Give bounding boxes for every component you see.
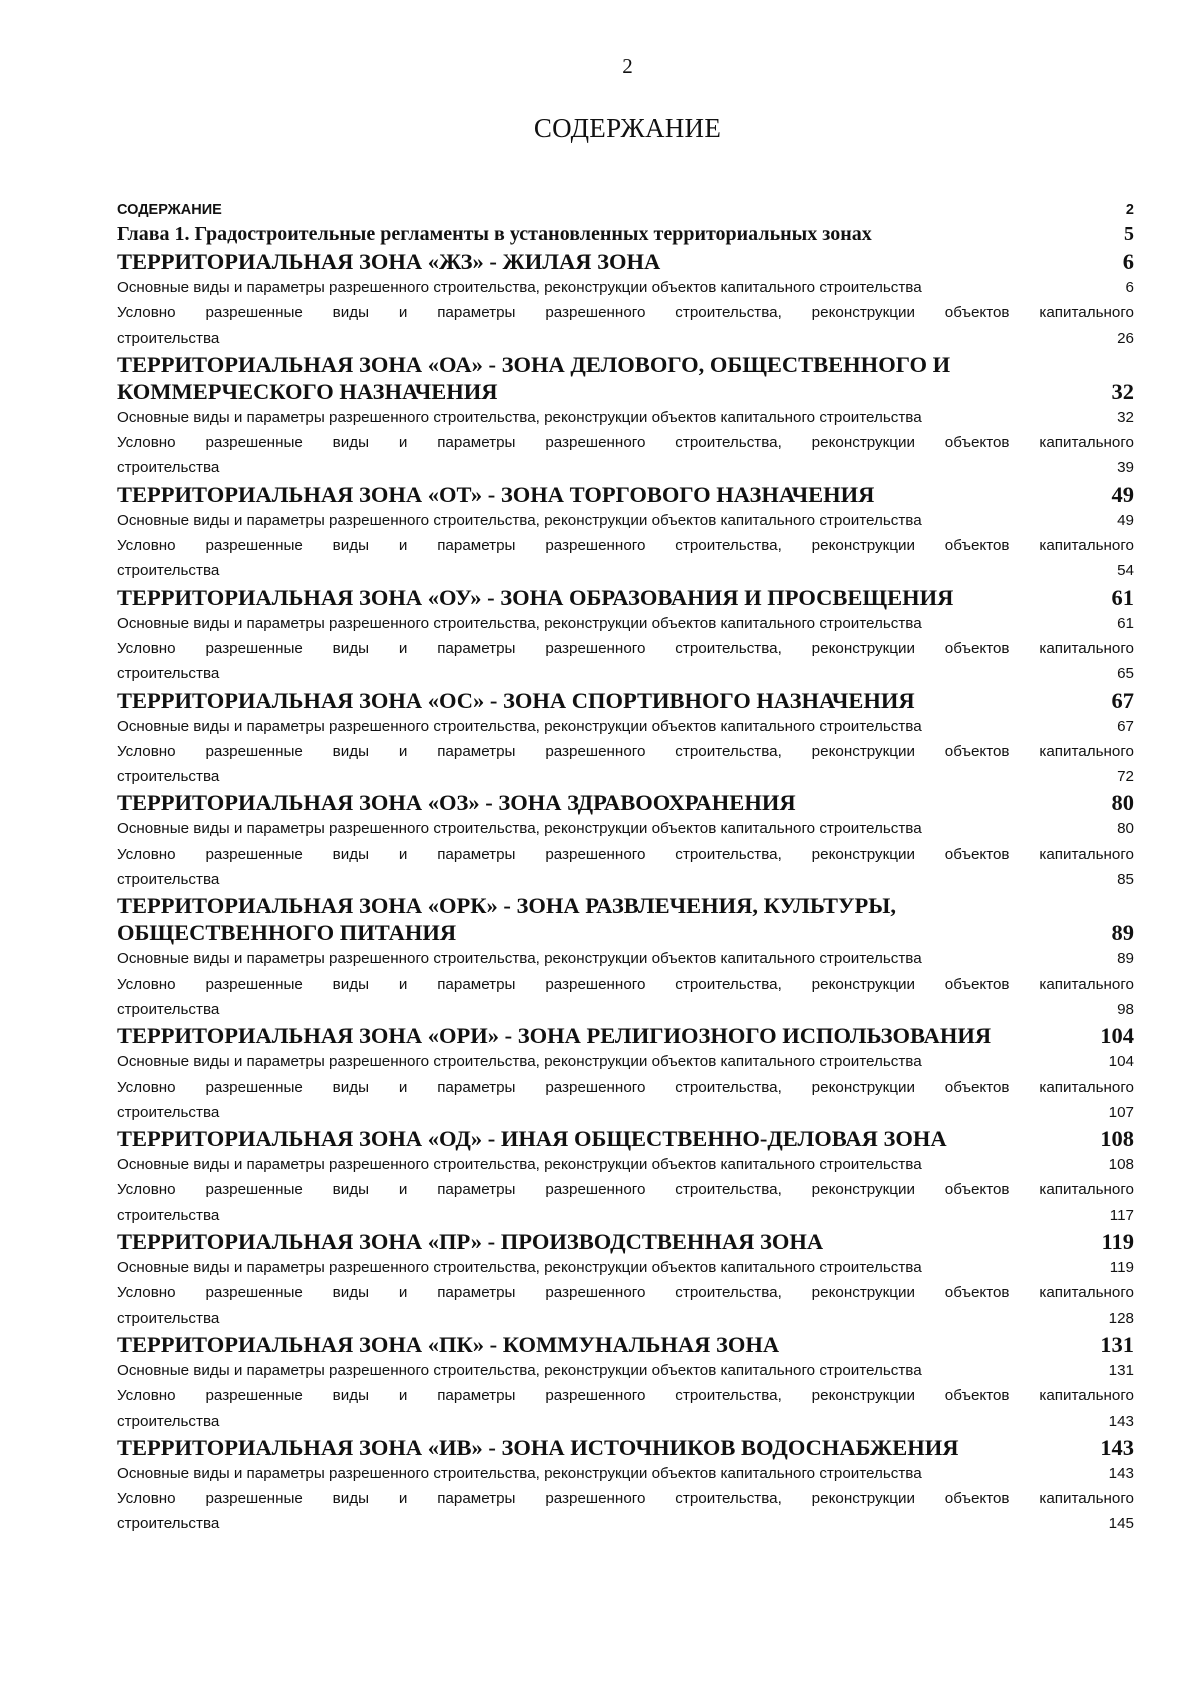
toc-zone-entry[interactable] (117, 1434, 1134, 1461)
toc-zone-title-line (117, 1434, 1134, 1461)
toc-zone-entry[interactable] (117, 1228, 1134, 1255)
toc-zone-page: 108 (1100, 1126, 1134, 1152)
toc-subentry-title: Основные виды и параметры разрешенного строительства, реконструкции объектов капитального строительства (117, 1259, 922, 1277)
toc-subentry-line (117, 997, 1134, 1022)
toc-subentry-page: 54 (1117, 562, 1134, 580)
toc-zone-title: ТЕРРИТОРИАЛЬНАЯ ЗОНА «ОРК» - ЗОНА РАЗВЛЕЧЕНИЯ, КУЛЬТУРЫ, (117, 893, 896, 919)
toc-zone-section (117, 481, 1134, 584)
toc-subentry-title-cont: строительства (117, 1309, 220, 1327)
toc-subentry-page: 98 (1117, 1000, 1134, 1018)
toc-subentry-title: Условно разрешенные виды и параметры разрешенного строительства, реконструкции объектов капитального (117, 434, 1134, 452)
toc-zone-title-line (117, 789, 1134, 816)
toc-subentry-title: Условно разрешенные виды и параметры разрешенного строительства, реконструкции объектов капитального (117, 537, 1134, 555)
toc-subentry-line (117, 326, 1134, 351)
toc-subentry-main-uses[interactable] (117, 816, 1134, 841)
toc-zone-entry[interactable] (117, 892, 1134, 946)
toc-zone-section (117, 1434, 1134, 1537)
toc-subentry-title-cont: строительства (117, 459, 220, 477)
toc-subentry-line (117, 867, 1134, 892)
toc-subentry-conditional-uses[interactable] (117, 842, 1134, 893)
toc-subentry-main-uses[interactable] (117, 1049, 1134, 1074)
toc-subentry-title: Основные виды и параметры разрешенного строительства, реконструкции объектов капитального строительства (117, 614, 922, 632)
toc-zone-section (117, 687, 1134, 790)
toc-subentry-line (117, 661, 1134, 686)
toc-subentry-title-cont: строительства (117, 665, 220, 683)
toc-subentry-page: 26 (1117, 329, 1134, 347)
toc-zone-title-line (117, 1022, 1134, 1049)
scan-artifact (1180, 1676, 1194, 1690)
toc-zone-section (117, 1228, 1134, 1331)
toc-subentry-title: Условно разрешенные виды и параметры разрешенного строительства, реконструкции объектов капитального (117, 975, 1134, 993)
toc-subentry-title: Условно разрешенные виды и параметры разрешенного строительства, реконструкции объектов капитального (117, 1284, 1134, 1302)
table-of-contents (117, 199, 1134, 1537)
toc-zone-entry[interactable] (117, 687, 1134, 714)
toc-zone-section (117, 1331, 1134, 1434)
toc-zone-list (117, 248, 1134, 1537)
toc-zone-title-line (117, 1125, 1134, 1152)
toc-subentry-page: 80 (1117, 820, 1134, 838)
toc-subentry-page: 145 (1108, 1515, 1134, 1533)
toc-subentry-conditional-uses[interactable] (117, 430, 1134, 481)
toc-zone-title: ТЕРРИТОРИАЛЬНАЯ ЗОНА «ЖЗ» - ЖИЛАЯ ЗОНА (117, 249, 661, 274)
toc-subentry-title: Условно разрешенные виды и параметры разрешенного строительства, реконструкции объектов капитального (117, 639, 1134, 657)
toc-subentry-main-uses[interactable] (117, 946, 1134, 971)
toc-subentry-title: Основные виды и параметры разрешенного строительства, реконструкции объектов капитального строительства (117, 950, 922, 968)
toc-zone-title-line (117, 248, 1134, 275)
toc-subentry-conditional-uses[interactable] (117, 1177, 1134, 1228)
toc-subentry-conditional-uses[interactable] (117, 300, 1134, 351)
toc-zone-page: 6 (1122, 249, 1134, 274)
toc-subentry-title: Основные виды и параметры разрешенного строительства, реконструкции объектов капитального строительства (117, 820, 922, 838)
toc-subentry-title: Условно разрешенные виды и параметры разрешенного строительства, реконструкции объектов капитального (117, 1181, 1134, 1199)
toc-zone-page: 119 (1101, 1229, 1134, 1255)
toc-subentry-title: Основные виды и параметры разрешенного строительства, реконструкции объектов капитального строительства (117, 279, 922, 296)
toc-subentry-title-cont: строительства (117, 329, 220, 347)
toc-subentry-main-uses[interactable] (117, 405, 1134, 430)
toc-subentry-title-cont: строительства (117, 871, 220, 889)
toc-subentry-page: 89 (1117, 950, 1134, 968)
toc-zone-title: ТЕРРИТОРИАЛЬНАЯ ЗОНА «ОРИ» - ЗОНА РЕЛИГИОЗНОГО ИСПОЛЬЗОВАНИЯ (117, 1023, 992, 1049)
toc-subentry-main-uses[interactable] (117, 611, 1134, 636)
toc-subentry-conditional-uses[interactable] (117, 1383, 1134, 1434)
toc-zone-title: ТЕРРИТОРИАЛЬНАЯ ЗОНА «ПР» - ПРОИЗВОДСТВЕННАЯ ЗОНА (117, 1229, 824, 1255)
toc-subentry-conditional-uses[interactable] (117, 636, 1134, 687)
toc-subentry-title-cont: строительства (117, 1515, 220, 1533)
toc-zone-page: 67 (1111, 687, 1134, 713)
toc-zone-section (117, 584, 1134, 687)
toc-zone-title-line (117, 892, 1134, 919)
toc-zone-title-line (117, 378, 1134, 405)
toc-zone-section (117, 789, 1134, 892)
toc-subentry-title-cont: строительства (117, 1103, 220, 1121)
toc-zone-title: ТЕРРИТОРИАЛЬНАЯ ЗОНА «ОД» - ИНАЯ ОБЩЕСТВЕННО-ДЕЛОВАЯ ЗОНА (117, 1126, 947, 1152)
toc-subentry-page: 108 (1108, 1156, 1134, 1174)
toc-zone-title: ТЕРРИТОРИАЛЬНАЯ ЗОНА «ОУ» - ЗОНА ОБРАЗОВАНИЯ И ПРОСВЕЩЕНИЯ (117, 584, 954, 610)
toc-subentry-page: 72 (1117, 768, 1134, 786)
toc-subentry-title: Основные виды и параметры разрешенного строительства, реконструкции объектов капитального строительства (117, 1156, 922, 1174)
toc-chapter-entry[interactable] (117, 221, 1134, 248)
toc-subentry-line (117, 1306, 1134, 1331)
toc-subentry-title-cont: строительства (117, 768, 220, 786)
toc-subentry-line (117, 1409, 1134, 1434)
toc-zone-title: ТЕРРИТОРИАЛЬНАЯ ЗОНА «ОТ» - ЗОНА ТОРГОВОГО НАЗНАЧЕНИЯ (117, 481, 875, 507)
toc-zone-title: ТЕРРИТОРИАЛЬНАЯ ЗОНА «ИВ» - ЗОНА ИСТОЧНИКОВ ВОДОСНАБЖЕНИЯ (117, 1434, 959, 1460)
toc-zone-title: ТЕРРИТОРИАЛЬНАЯ ЗОНА «ПК» - КОММУНАЛЬНАЯ ЗОНА (117, 1331, 780, 1357)
toc-subentry-conditional-uses[interactable] (117, 1486, 1134, 1537)
toc-subentry-page: 39 (1117, 459, 1134, 477)
toc-subentry-main-uses[interactable] (117, 1255, 1134, 1280)
toc-subentry-title-cont: строительства (117, 1412, 220, 1430)
toc-zone-entry[interactable] (117, 789, 1134, 816)
toc-subentry-title: Условно разрешенные виды и параметры разрешенного строительства, реконструкции объектов капитального (117, 1078, 1134, 1096)
page-number: 2 (622, 54, 633, 78)
toc-zone-entry[interactable] (117, 1331, 1134, 1358)
toc-subentry-page: 119 (1109, 1259, 1134, 1277)
toc-subentry-page: 85 (1117, 871, 1134, 889)
toc-zone-page: 80 (1111, 790, 1134, 816)
toc-subentry-page: 143 (1108, 1464, 1134, 1482)
toc-header-entry[interactable] (117, 199, 1134, 221)
toc-subentry-title: Основные виды и параметры разрешенного строительства, реконструкции объектов капитального строительства (117, 1053, 922, 1071)
toc-zone-entry[interactable] (117, 481, 1134, 508)
toc-subentry-main-uses[interactable] (117, 275, 1134, 300)
toc-zone-entry[interactable] (117, 584, 1134, 611)
toc-zone-title-line (117, 584, 1134, 611)
toc-chapter-title: Глава 1. Градостроительные регламенты в установленных территориальных зонах (117, 223, 872, 245)
toc-subentry-page: 32 (1117, 408, 1134, 426)
toc-zone-title-line (117, 1331, 1134, 1358)
toc-subentry-conditional-uses[interactable] (117, 739, 1134, 790)
toc-zone-section (117, 351, 1134, 481)
toc-zone-title-line (117, 919, 1134, 946)
toc-subentry-page: 107 (1108, 1103, 1134, 1121)
toc-subentry-page: 131 (1108, 1361, 1134, 1379)
toc-subentry-page: 67 (1117, 717, 1134, 735)
toc-subentry-title: Условно разрешенные виды и параметры разрешенного строительства, реконструкции объектов капитального (117, 845, 1134, 863)
toc-subentry-title: Условно разрешенные виды и параметры разрешенного строительства, реконструкции объектов капитального (117, 1387, 1134, 1405)
toc-zone-title: ТЕРРИТОРИАЛЬНАЯ ЗОНА «ОС» - ЗОНА СПОРТИВНОГО НАЗНАЧЕНИЯ (117, 687, 915, 713)
toc-subentry-title: Условно разрешенные виды и параметры разрешенного строительства, реконструкции объектов капитального (117, 1490, 1134, 1508)
toc-subentry-main-uses[interactable] (117, 1358, 1134, 1383)
toc-zone-page: 131 (1100, 1331, 1134, 1357)
toc-subentry-line (117, 764, 1134, 789)
toc-subentry-title: Условно разрешенные виды и параметры разрешенного строительства, реконструкции объектов капитального (117, 742, 1134, 760)
toc-subentry-conditional-uses[interactable] (117, 1280, 1134, 1331)
toc-subentry-main-uses[interactable] (117, 1152, 1134, 1177)
page-title: СОДЕРЖАНИЕ (533, 113, 722, 143)
toc-subentry-conditional-uses[interactable] (117, 1075, 1134, 1126)
toc-subentry-title-cont: строительства (117, 1000, 220, 1018)
toc-zone-section (117, 892, 1134, 1022)
toc-subentry-conditional-uses[interactable] (117, 533, 1134, 584)
toc-header-title: СОДЕРЖАНИЕ (117, 202, 222, 218)
toc-subentry-conditional-uses[interactable] (117, 972, 1134, 1023)
toc-subentry-line (117, 1511, 1134, 1536)
toc-subentry-page: 117 (1109, 1206, 1134, 1224)
toc-subentry-main-uses[interactable] (117, 1461, 1134, 1486)
toc-zone-title: ТЕРРИТОРИАЛЬНАЯ ЗОНА «ОЗ» - ЗОНА ЗДРАВООХРАНЕНИЯ (117, 790, 796, 816)
toc-zone-entry[interactable] (117, 1022, 1134, 1049)
toc-subentry-line (117, 1100, 1134, 1125)
toc-zone-entry[interactable] (117, 1125, 1134, 1152)
toc-zone-section (117, 1022, 1134, 1125)
toc-zone-page: 89 (1111, 920, 1134, 946)
toc-zone-page: 49 (1111, 481, 1134, 507)
toc-subentry-main-uses[interactable] (117, 508, 1134, 533)
toc-zone-page: 143 (1100, 1434, 1134, 1460)
toc-subentry-page: 128 (1108, 1309, 1134, 1327)
toc-chapter-page: 5 (1124, 223, 1134, 245)
toc-subentry-title: Основные виды и параметры разрешенного строительства, реконструкции объектов капитального строительства (117, 1464, 922, 1482)
toc-subentry-title-cont: строительства (117, 1206, 220, 1224)
toc-subentry-title: Основные виды и параметры разрешенного строительства, реконструкции объектов капитального строительства (117, 717, 922, 735)
toc-zone-section (117, 1125, 1134, 1228)
toc-subentry-page: 143 (1108, 1412, 1134, 1430)
toc-zone-section (117, 248, 1134, 351)
toc-subentry-page: 104 (1108, 1053, 1134, 1071)
toc-subentry-title: Основные виды и параметры разрешенного строительства, реконструкции объектов капитального строительства (117, 408, 922, 426)
toc-subentry-title: Условно разрешенные виды и параметры разрешенного строительства, реконструкции объектов капитального (117, 304, 1134, 322)
toc-zone-title: ОБЩЕСТВЕННОГО ПИТАНИЯ (117, 920, 457, 946)
toc-zone-entry[interactable] (117, 351, 1134, 405)
toc-subentry-main-uses[interactable] (117, 714, 1134, 739)
toc-subentry-line (117, 558, 1134, 583)
toc-subentry-title: Основные виды и параметры разрешенного строительства, реконструкции объектов капитального строительства (117, 1361, 922, 1379)
toc-zone-page: 32 (1111, 378, 1134, 404)
toc-subentry-page: 61 (1117, 614, 1134, 632)
toc-subentry-page: 6 (1125, 279, 1134, 296)
toc-zone-title: КОММЕРЧЕСКОГО НАЗНАЧЕНИЯ (117, 378, 498, 404)
toc-subentry-title: Основные виды и параметры разрешенного строительства, реконструкции объектов капитального строительства (117, 511, 922, 529)
toc-zone-title-line (117, 687, 1134, 714)
toc-zone-page: 61 (1111, 584, 1134, 610)
toc-subentry-page: 65 (1117, 665, 1134, 683)
toc-subentry-line (117, 1203, 1134, 1228)
toc-header-page: 2 (1125, 202, 1134, 218)
toc-subentry-title-cont: строительства (117, 562, 220, 580)
toc-zone-entry[interactable] (117, 248, 1134, 275)
toc-zone-title-line (117, 1228, 1134, 1255)
toc-zone-page: 104 (1100, 1023, 1134, 1049)
toc-zone-title-line (117, 481, 1134, 508)
toc-subentry-page: 49 (1117, 511, 1134, 529)
toc-zone-title-line (117, 351, 1134, 378)
toc-subentry-line (117, 455, 1134, 480)
toc-zone-title: ТЕРРИТОРИАЛЬНАЯ ЗОНА «ОА» - ЗОНА ДЕЛОВОГО, ОБЩЕСТВЕННОГО И (117, 351, 951, 377)
